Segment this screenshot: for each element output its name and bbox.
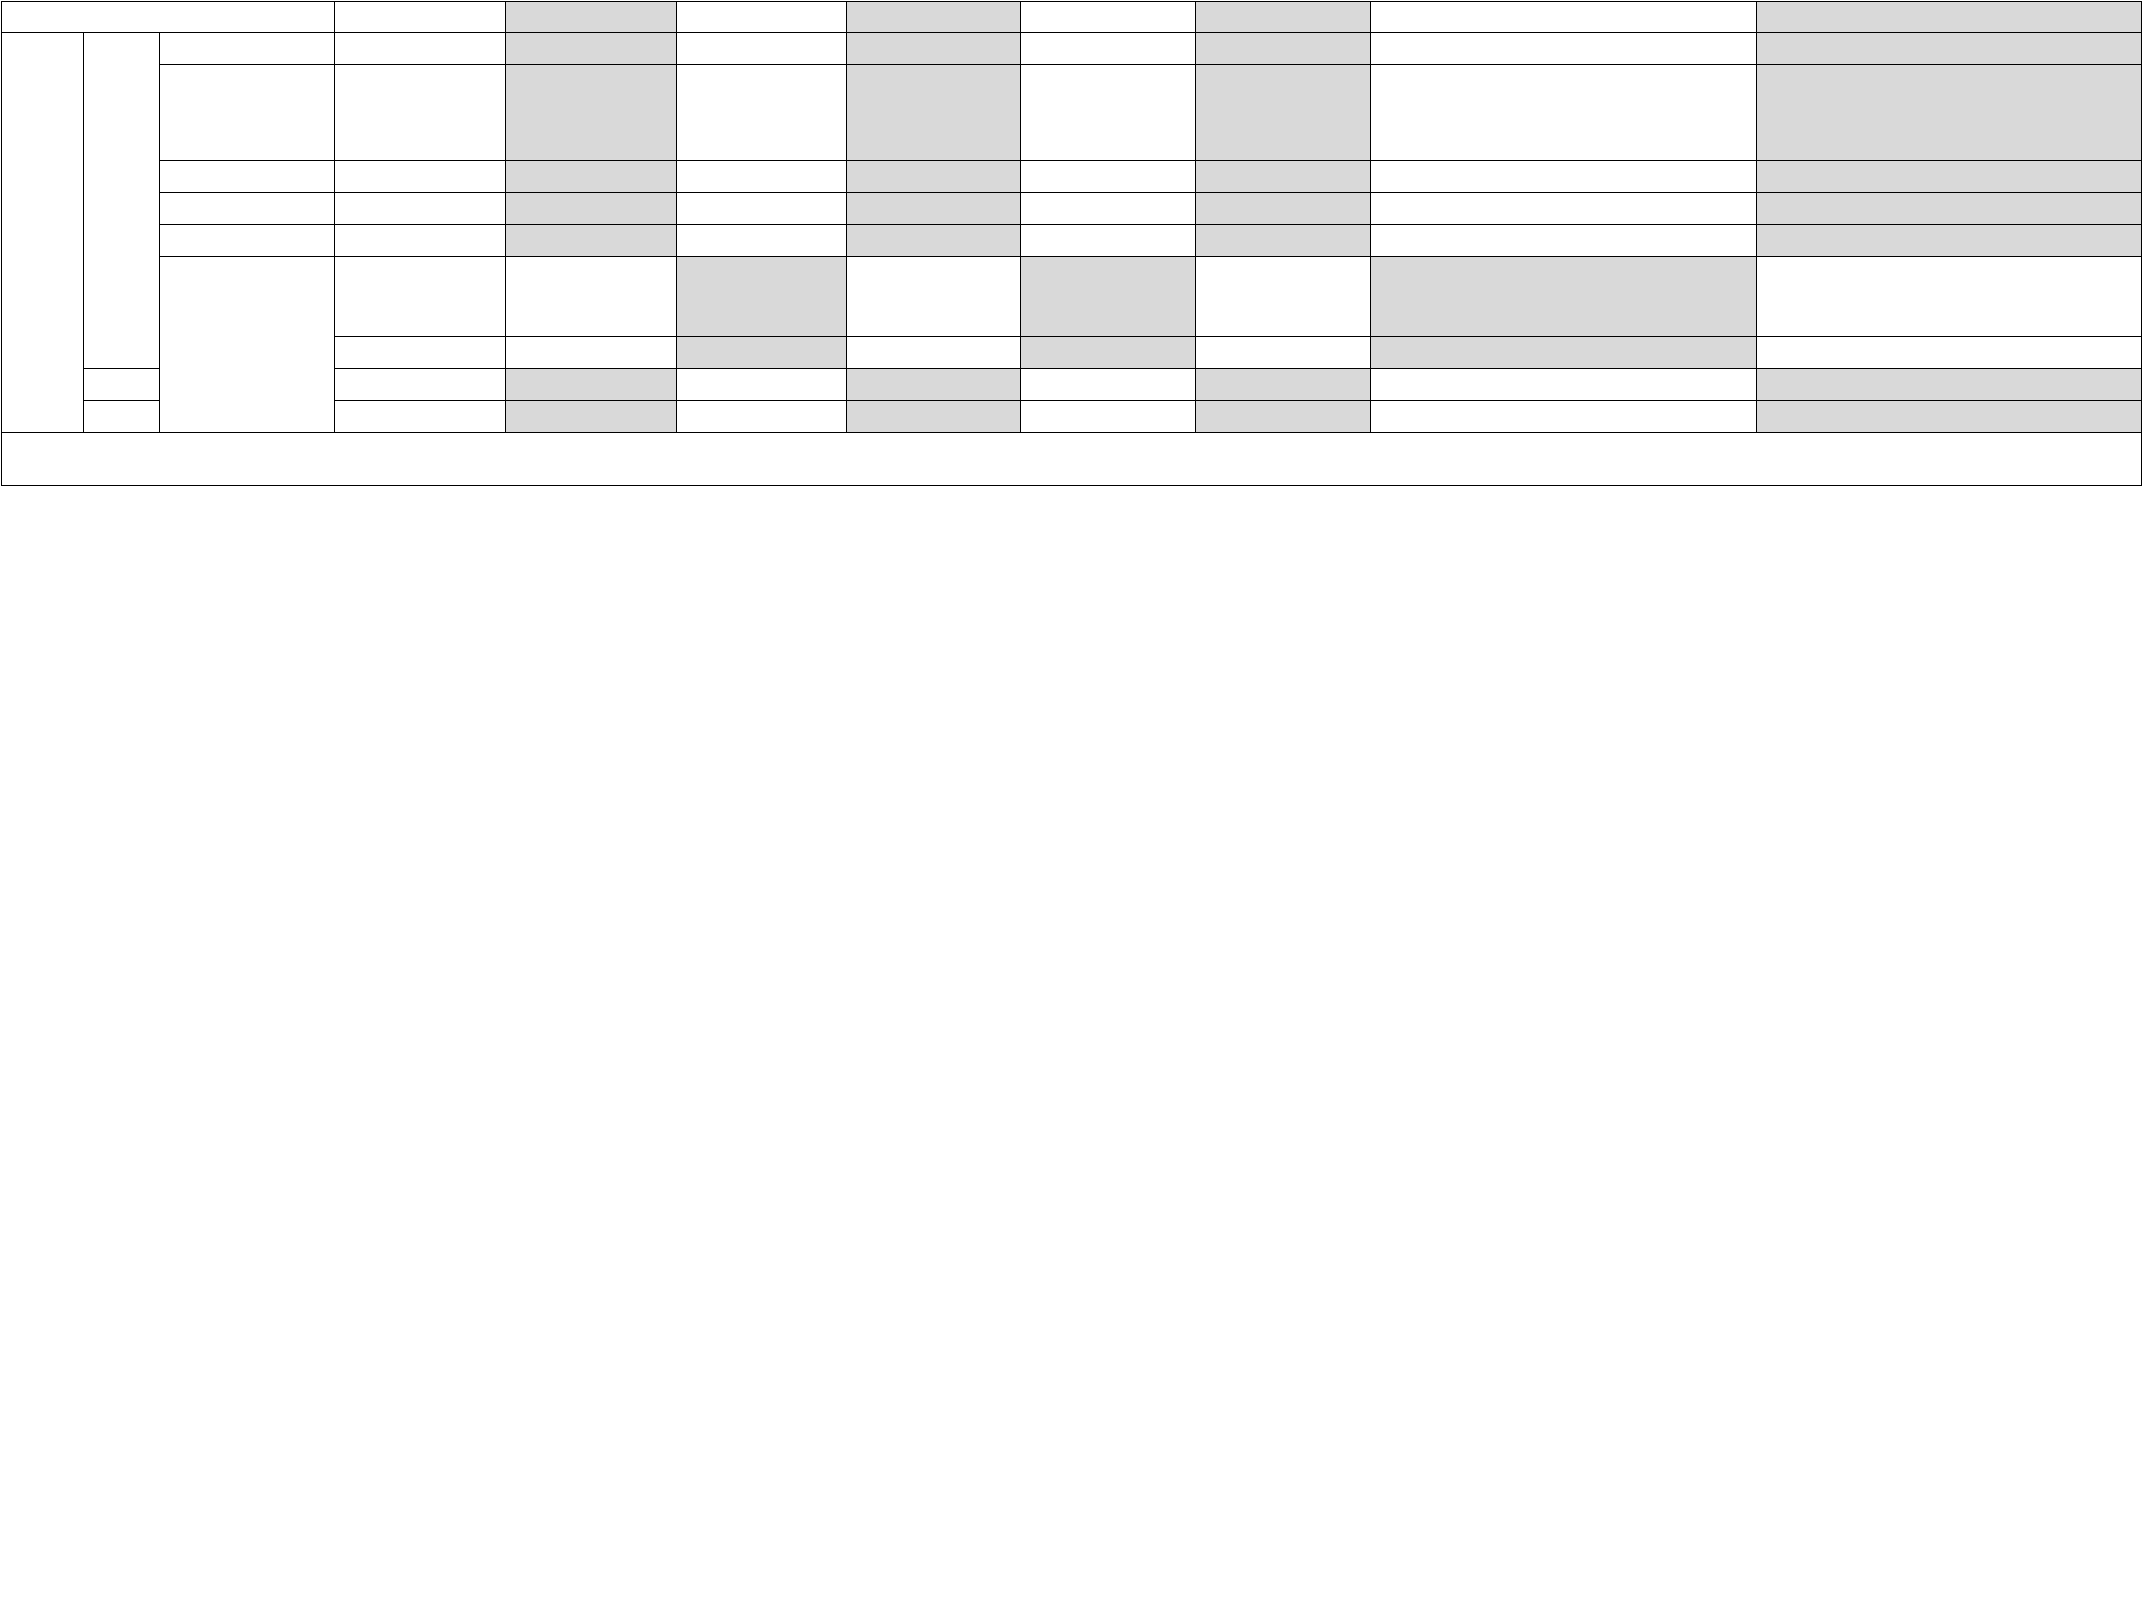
model-name-3 xyxy=(677,2,847,33)
cell xyxy=(1371,257,1757,337)
cell xyxy=(506,401,677,433)
header-row xyxy=(2,2,2142,33)
footnote xyxy=(2,433,2142,486)
cell xyxy=(1196,401,1371,433)
row-label-fence-size xyxy=(160,193,335,225)
cell xyxy=(1757,161,2142,193)
cell xyxy=(1371,337,1757,369)
cell xyxy=(677,257,847,337)
cell xyxy=(1196,337,1371,369)
cell xyxy=(847,193,1021,225)
cell xyxy=(1196,369,1371,401)
cell xyxy=(1757,193,2142,225)
cell xyxy=(1757,33,2142,65)
cell xyxy=(506,193,677,225)
table-row xyxy=(2,257,2142,337)
cell xyxy=(506,225,677,257)
cell xyxy=(847,161,1021,193)
vehicle-tech-section xyxy=(2,33,2142,433)
cell xyxy=(335,161,506,193)
row-label-cargo-box xyxy=(335,257,506,337)
table-row xyxy=(2,161,2142,193)
cell xyxy=(506,369,677,401)
row-label-cargo-flat xyxy=(335,337,506,369)
cell xyxy=(1021,257,1196,337)
model-name-5 xyxy=(1021,2,1196,33)
cell xyxy=(1757,257,2142,337)
group-vehicle-size xyxy=(84,33,160,369)
cell xyxy=(1757,225,2142,257)
cell xyxy=(506,337,677,369)
cell xyxy=(1196,225,1371,257)
model-name-2 xyxy=(506,2,677,33)
cell xyxy=(677,33,847,65)
cell xyxy=(677,193,847,225)
cell xyxy=(677,369,847,401)
cell xyxy=(506,257,677,337)
row-label-cargo-fence xyxy=(84,369,160,401)
cell xyxy=(1196,33,1371,65)
cell xyxy=(506,161,677,193)
cell xyxy=(847,33,1021,65)
cell xyxy=(506,33,677,65)
cell xyxy=(847,257,1021,337)
cell xyxy=(1021,337,1196,369)
cell xyxy=(1021,161,1196,193)
group-cargo-size xyxy=(160,257,335,433)
model-name-7 xyxy=(1371,2,1757,33)
cell xyxy=(677,225,847,257)
row-label-flat-size xyxy=(160,161,335,193)
model-name-8 xyxy=(1757,2,2142,33)
cell xyxy=(677,337,847,369)
cell xyxy=(1757,65,2142,161)
cell xyxy=(1021,33,1196,65)
cell xyxy=(847,369,1021,401)
cell xyxy=(1021,193,1196,225)
spec-table xyxy=(1,1,2142,486)
cell xyxy=(335,369,506,401)
header-label xyxy=(2,2,335,33)
cell xyxy=(1196,65,1371,161)
cell xyxy=(677,161,847,193)
cell xyxy=(847,225,1021,257)
row-label-cargo-cold xyxy=(84,401,160,433)
cell xyxy=(847,401,1021,433)
cell xyxy=(1371,161,1757,193)
table-row xyxy=(2,65,2142,161)
cell xyxy=(1371,65,1757,161)
model-name-4 xyxy=(847,2,1021,33)
cell xyxy=(1196,257,1371,337)
model-name-6 xyxy=(1196,2,1371,33)
model-name-1 xyxy=(335,2,506,33)
cell xyxy=(677,401,847,433)
cell xyxy=(335,65,506,161)
cell xyxy=(847,65,1021,161)
table-row xyxy=(2,193,2142,225)
cell xyxy=(1757,369,2142,401)
cell xyxy=(335,225,506,257)
cell xyxy=(1371,369,1757,401)
cell xyxy=(1757,337,2142,369)
cell xyxy=(1371,401,1757,433)
cell xyxy=(1021,401,1196,433)
cell xyxy=(335,193,506,225)
table-row xyxy=(2,33,2142,65)
cell xyxy=(506,65,677,161)
table-row xyxy=(2,225,2142,257)
cell xyxy=(1021,65,1196,161)
row-label-wheelbase xyxy=(160,33,335,65)
cell xyxy=(677,65,847,161)
row-label-cold-size xyxy=(160,225,335,257)
cell xyxy=(1371,33,1757,65)
footnote-row xyxy=(2,433,2142,486)
cell xyxy=(1371,225,1757,257)
group-vehicle-tech xyxy=(2,33,84,433)
cell xyxy=(1021,369,1196,401)
cell xyxy=(1196,193,1371,225)
cell xyxy=(1757,401,2142,433)
cell xyxy=(1021,225,1196,257)
cell xyxy=(1371,193,1757,225)
cell xyxy=(847,337,1021,369)
cell xyxy=(1196,161,1371,193)
cell xyxy=(335,33,506,65)
row-label-box-size xyxy=(160,65,335,161)
cell xyxy=(335,401,506,433)
